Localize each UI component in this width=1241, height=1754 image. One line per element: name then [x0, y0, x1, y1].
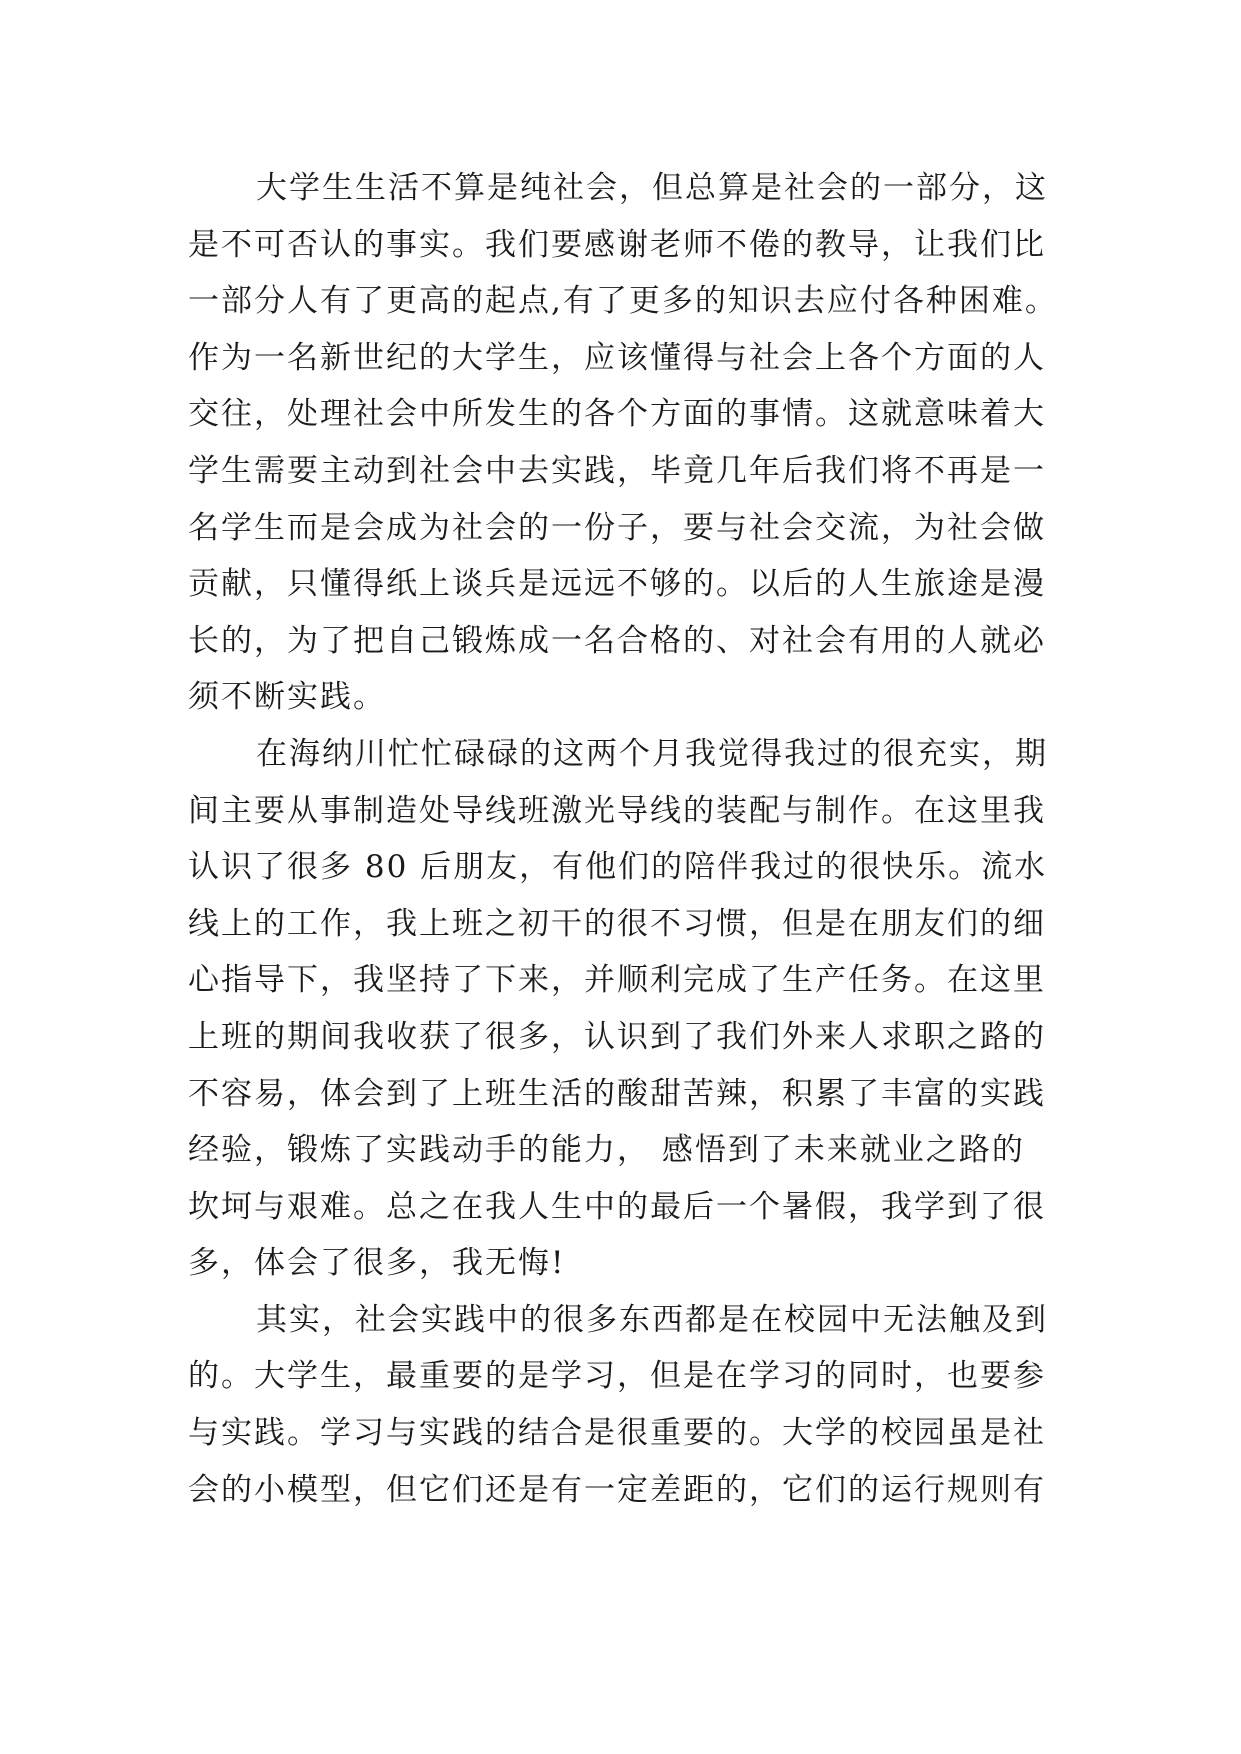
- paragraph-1-line-3: 一部分人有了更高的起点,有了更多的知识去应付各种困难。: [188, 283, 1058, 320]
- paragraph-2-line-10: 多，体会了很多，我无悔!: [188, 1245, 566, 1282]
- paragraph-1-line-1: 大学生生活不算是纯社会，但总算是社会的一部分，这: [256, 170, 1048, 206]
- paragraph-2-line-5: 心指导下，我坚持了下来，并顺利完成了生产任务。在这里: [188, 962, 1046, 999]
- paragraph-1-line-7: 名学生而是会成为社会的一份子，要与社会交流，为社会做: [188, 509, 1046, 546]
- paragraph-3-line-4: 会的小模型，但它们还是有一定差距的，它们的运行规则有: [188, 1471, 1046, 1508]
- paragraph-1-line-8: 贡献，只懂得纸上谈兵是远远不够的。以后的人生旅途是漫: [188, 566, 1046, 603]
- paragraph-1-line-10: 须不断实践。: [188, 679, 386, 716]
- paragraph-2-line-1: 在海纳川忙忙碌碌的这两个月我觉得我过的很充实，期: [256, 735, 1048, 772]
- paragraph-3-line-3: 与实践。学习与实践的结合是很重要的。大学的校园虽是社: [188, 1415, 1046, 1452]
- paragraph-2-line-7: 不容易，体会到了上班生活的酸甜苦辣，积累了丰富的实践: [188, 1075, 1046, 1112]
- paragraph-3-line-1: 其实，社会实践中的很多东西都是在校园中无法触及到: [256, 1301, 1048, 1338]
- paragraph-3-line-2: 的。大学生，最重要的是学习，但是在学习的同时，也要参: [188, 1358, 1046, 1395]
- paragraph-1-line-4: 作为一名新世纪的大学生，应该懂得与社会上各个方面的人: [188, 339, 1046, 376]
- paragraph-1-line-9: 长的，为了把自己锻炼成一名合格的、对社会有用的人就必: [188, 622, 1046, 659]
- paragraph-2-line-8: 经验，锻炼了实践动手的能力， 感悟到了未来就业之路的: [188, 1132, 1025, 1169]
- paragraph-1-line-5: 交往，处理社会中所发生的各个方面的事情。这就意味着大: [188, 396, 1046, 433]
- body-text: [188, 160, 1068, 1518]
- paragraph-2-line-4: 线上的工作，我上班之初干的很不习惯，但是在朋友们的细: [188, 905, 1046, 942]
- paragraph-2-line-9: 坎坷与艰难。总之在我人生中的最后一个暑假，我学到了很: [188, 1188, 1046, 1225]
- paragraph-2-line-3: 认识了很多 80 后朋友，有他们的陪伴我过的很快乐。流水: [188, 849, 1048, 886]
- paragraph-2-line-6: 上班的期间我收获了很多，认识到了我们外来人求职之路的: [188, 1018, 1046, 1055]
- paragraph-2-line-2: 间主要从事制造处导线班激光导线的装配与制作。在这里我: [188, 792, 1046, 829]
- paragraph-1-line-2: 是不可否认的事实。我们要感谢老师不倦的教导，让我们比: [188, 226, 1046, 263]
- paragraph-1-line-6: 学生需要主动到社会中去实践，毕竟几年后我们将不再是一: [188, 452, 1046, 489]
